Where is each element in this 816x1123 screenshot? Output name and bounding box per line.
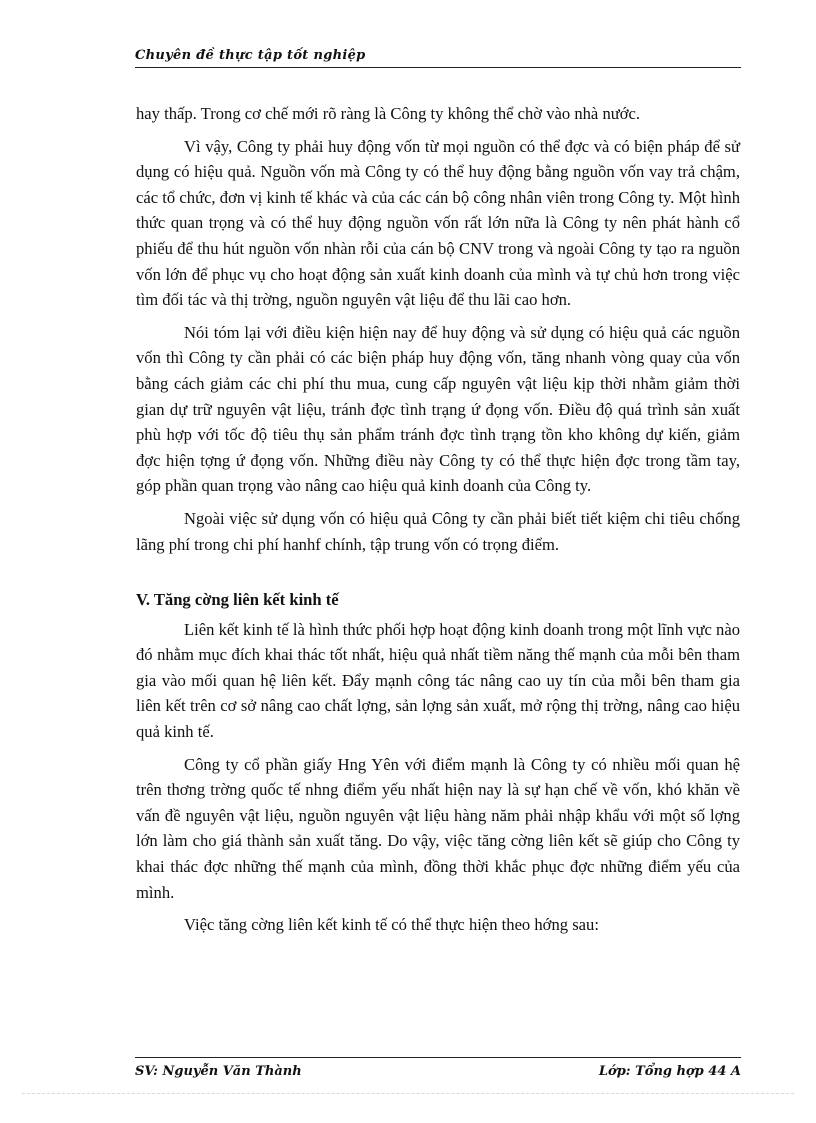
page-header [135, 48, 741, 68]
paragraph: Liên kết kinh tế là hình thức phối hợp hoạt động kinh doanh trong một lĩnh vực nào đó nhằm mục đích khai thác tốt nhất, hiệu quả nhất tiềm năng thế mạnh của mỗi bên tham gia vào mối quan hệ liên kết. Đẩy mạnh công tác nâng cao uy tín của mỗi bên tham gia liên kết trên cơ sở nâng cao chất lợng, sản lợng sản xuất, mở rộng thị trờng, nâng cao hiệu quả kinh tế. [136, 619, 740, 742]
footer-author: SV: Nguyễn Văn Thành [135, 1064, 302, 1079]
footer-class: Lớp: Tổng hợp 44 A [598, 1064, 741, 1079]
paragraph: Nói tóm lại với điều kiện hiện nay để huy động và sử dụng có hiệu quả các nguồn vốn thì Công ty cần phải có các biện pháp huy động vốn, tăng nhanh vòng quay của vốn bằng cách giảm các chi phí thu mua, cung cấp nguyên vật liệu kịp thời nhằm giảm thời gian dự trữ nguyên vật liệu, tránh đợc tình trạng ứ đọng vốn. Điều độ quá trình sản xuất phù hợp với tốc độ tiêu thụ sản phẩm tránh đợc tình trạng tồn kho không dự kiến, giảm đợc hiện tợng ứ đọng vốn. Những điều này Công ty có thể thực hiện đợc trong tầm tay, góp phần quan trọng vào nâng cao hiệu quả kinh doanh của Công ty. [136, 322, 740, 496]
header-title: Chuyên đề thực tập tốt nghiệp [135, 48, 366, 63]
section-heading: V. Tăng cờng liên kết kinh tế [136, 590, 339, 610]
paragraph: Ngoài việc sử dụng vốn có hiệu quả Công ty cần phải biết tiết kiệm chi tiêu chống lãng phí trong chi phí hanhf chính, tập trung vốn có trọng điểm. [136, 508, 740, 554]
paragraph: hay thấp. Trong cơ chế mới rõ ràng là Công ty không thể chờ vào nhà nước. [136, 104, 641, 123]
paragraph: Công ty cổ phần giấy Hng Yên với điểm mạnh là Công ty có nhiều mối quan hệ trên thơng trờng quốc tế nhng điểm yếu nhất hiện nay là sự hạn chế về vốn, khó khăn về vấn đề nguyên vật liệu, nguồn nguyên vật liệu hàng năm phải nhập khẩu với một số lợng lớn làm cho giá thành sản xuất tăng. Do vậy, việc tăng cờng liên kết sẽ giúp cho Công ty khai thác đợc những thế mạnh của mình, đồng thời khắc phục đợc những điểm yếu của mình. [136, 754, 740, 902]
page-footer [135, 1057, 741, 1080]
paragraph: Vì vậy, Công ty phải huy động vốn từ mọi nguồn có thể đợc và có biện pháp để sử dụng có hiệu quả. Nguồn vốn mà Công ty có thể huy động bằng nguồn vốn vay trả chậm, các tổ chức, đơn vị kinh tế khác và của các cán bộ công nhân viên trong Công ty. Một hình thức quan trọng và có thể huy động nguồn vốn rất lớn nữa là Công ty nên phát hành cổ phiếu để thu hút nguồn vốn nhàn rỗi của cán bộ CNV trong và ngoài Công ty tạo ra nguồn vốn lớn để phục vụ cho hoạt động sản xuất kinh doanh của mình và tự chủ hơn trong việc tìm đối tác và thị trờng, nguồn nguyên vật liệu để thu lãi cao hơn. [136, 136, 740, 310]
page-edge-divider [22, 1093, 794, 1094]
paragraph: Việc tăng cờng liên kết kinh tế có thể thực hiện theo hớng sau: [184, 915, 599, 935]
document-body [136, 101, 740, 945]
